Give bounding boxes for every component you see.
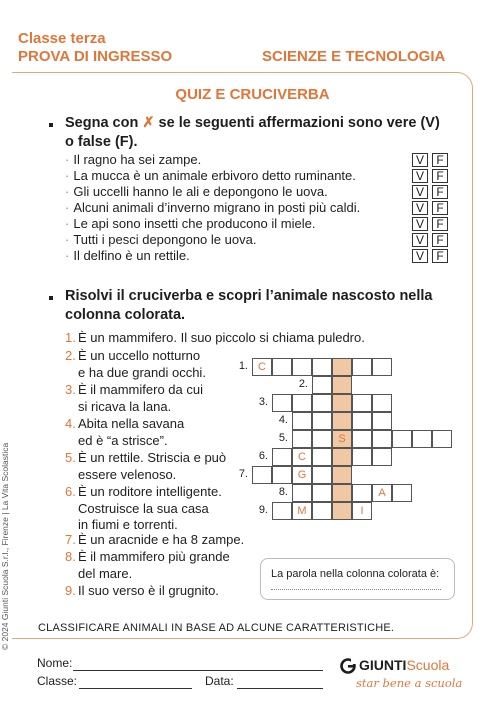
clue-line: in fiumi e torrenti. <box>78 517 178 532</box>
crossword-cell-highlighted[interactable]: S <box>332 430 352 448</box>
cross-mark-icon: ✗ <box>142 115 155 131</box>
crossword-cell[interactable] <box>272 466 292 484</box>
answer-label: La parola nella colonna colorata è: <box>271 568 440 580</box>
false-checkbox[interactable]: F <box>432 201 448 215</box>
bullet-q2 <box>49 296 53 300</box>
row-number: 7. <box>238 468 248 480</box>
false-checkbox[interactable]: F <box>432 217 448 231</box>
statement-text: La mucca è un animale erbivoro detto ruminante. <box>73 168 356 183</box>
clue-line: È un roditore intelligente. <box>78 484 222 499</box>
question1-title <box>65 114 440 133</box>
clue-number: 1. <box>65 330 76 345</box>
clue-item <box>65 450 230 483</box>
clue-number: 5. <box>65 450 76 465</box>
crossword-cell[interactable] <box>392 430 412 448</box>
crossword-cell[interactable] <box>312 502 332 520</box>
crossword-cell[interactable] <box>372 430 392 448</box>
true-checkbox[interactable]: V <box>412 169 428 183</box>
clue-line: si ricava la lana. <box>78 398 172 414</box>
clue-item <box>65 416 230 449</box>
row-number: 2. <box>298 378 308 390</box>
row-number: 3. <box>258 396 268 408</box>
statement-item <box>65 152 201 167</box>
clue-item <box>65 484 230 534</box>
statement-bullet: · <box>65 152 70 167</box>
statement-item <box>65 168 356 183</box>
name-label: Nome: <box>37 656 73 670</box>
crossword-cell[interactable] <box>292 394 312 412</box>
brand-suffix: Scuola <box>406 657 450 673</box>
clue-number: 2. <box>65 348 76 363</box>
crossword-cell[interactable] <box>372 448 392 466</box>
statement-bullet: · <box>65 168 70 183</box>
brand-prefix: GIUNTI <box>359 657 407 673</box>
giunti-scuola-logo <box>340 656 490 696</box>
crossword-cell-highlighted[interactable] <box>332 358 352 376</box>
crossword-cell[interactable] <box>372 394 392 412</box>
statement-item <box>65 232 256 247</box>
clue-item <box>65 583 230 600</box>
clue-line: ed è “a strisce”. <box>78 432 168 448</box>
row-number: 6. <box>258 450 268 462</box>
false-checkbox[interactable]: F <box>432 249 448 263</box>
clue-item <box>65 549 230 582</box>
clue-number: 4. <box>65 416 76 431</box>
true-checkbox[interactable]: V <box>412 233 428 247</box>
crossword-cell[interactable] <box>272 394 292 412</box>
true-checkbox[interactable]: V <box>412 185 428 199</box>
section-title: QUIZ E CRUCIVERBA <box>175 86 330 103</box>
crossword-cell[interactable] <box>292 358 312 376</box>
row-number: 1. <box>238 360 248 372</box>
crossword-cell[interactable] <box>292 484 312 502</box>
clue-line: È il mammifero più grande <box>78 549 230 564</box>
statement-item <box>65 216 315 231</box>
clue-line: Il suo verso è il grugnito. <box>78 583 219 598</box>
clue-line: È un rettile. Striscia e può <box>78 450 227 465</box>
row-number: 5. <box>278 432 288 444</box>
clue-line: Abita nella savana <box>78 416 185 431</box>
crossword-cell[interactable]: I <box>352 502 372 520</box>
crossword-cell[interactable] <box>392 484 412 502</box>
crossword-cell[interactable] <box>312 394 332 412</box>
statement-item <box>65 248 190 263</box>
crossword-cell[interactable] <box>272 502 292 520</box>
clue-line: essere velenoso. <box>78 466 177 482</box>
answer-box <box>260 558 455 600</box>
true-checkbox[interactable]: V <box>412 217 428 231</box>
statement-bullet: · <box>65 184 70 199</box>
crossword-cell[interactable] <box>272 358 292 376</box>
objective-text: CLASSIFICARE ANIMALI IN BASE AD ALCUNE CARATTERISTICHE. <box>38 622 395 634</box>
copyright-text: © 2024 Giunti Scuola S.r.l., Firenze | La Vita Scolastica <box>0 442 10 650</box>
clue-number: 9. <box>65 583 76 598</box>
crossword-cell[interactable] <box>312 466 332 484</box>
clue-item <box>65 382 230 415</box>
class-label: Classe terza <box>18 30 106 47</box>
crossword-cell[interactable] <box>372 358 392 376</box>
clue-line: È un mammifero. Il suo piccolo si chiama puledro. <box>78 330 365 345</box>
statement-text: Il delfino è un rettile. <box>73 248 190 263</box>
brand-tagline: star bene a scuola <box>356 676 463 690</box>
crossword-cell[interactable] <box>352 484 372 502</box>
class-field-label: Classe: <box>37 674 78 688</box>
crossword-cell-highlighted[interactable] <box>332 412 352 430</box>
clue-line: È un uccello notturno <box>78 348 201 363</box>
crossword-cell-highlighted[interactable] <box>332 466 352 484</box>
crossword-cell[interactable] <box>312 376 332 394</box>
crossword-cell[interactable] <box>412 430 432 448</box>
clue-line: È un aracnide e ha 8 zampe. <box>78 532 245 547</box>
crossword-cell-highlighted[interactable] <box>332 448 352 466</box>
crossword-cell[interactable] <box>292 430 312 448</box>
false-checkbox[interactable]: F <box>432 153 448 167</box>
crossword-cell[interactable]: A <box>372 484 392 502</box>
test-label: PROVA DI INGRESSO <box>18 48 173 65</box>
crossword-cell[interactable] <box>312 430 332 448</box>
crossword-cell[interactable] <box>272 448 292 466</box>
giunti-logo-icon <box>340 658 356 674</box>
date-field[interactable] <box>237 688 323 689</box>
crossword-cell[interactable] <box>352 394 372 412</box>
statement-item <box>65 200 360 215</box>
question2-line2: colonna colorata. <box>65 307 186 323</box>
crossword-cell[interactable] <box>312 412 332 430</box>
true-checkbox[interactable]: V <box>412 153 428 167</box>
row-number: 9. <box>258 504 268 516</box>
question2-line1: Risolvi il cruciverba e scopri l’animale nascosto nella <box>65 288 433 304</box>
crossword-cell[interactable] <box>352 448 372 466</box>
clue-item <box>65 532 365 549</box>
crossword-cell[interactable] <box>312 484 332 502</box>
crossword-cell[interactable]: G <box>292 466 312 484</box>
name-field[interactable] <box>73 670 323 671</box>
crossword-cell-highlighted[interactable] <box>332 484 352 502</box>
crossword-cell-highlighted[interactable] <box>332 394 352 412</box>
clue-line: È il mammifero da cui <box>78 382 203 397</box>
clue-number: 7. <box>65 532 76 547</box>
crossword-cell[interactable] <box>372 412 392 430</box>
clue-number: 8. <box>65 549 76 564</box>
statement-bullet: · <box>65 232 70 247</box>
true-checkbox[interactable]: V <box>412 201 428 215</box>
clue-item <box>65 348 230 381</box>
bullet-q1 <box>49 123 53 127</box>
statement-bullet: · <box>65 216 70 231</box>
clue-line: del mare. <box>78 565 133 581</box>
statement-bullet: · <box>65 200 70 215</box>
crossword-cell[interactable] <box>292 412 312 430</box>
crossword-cell[interactable] <box>352 412 372 430</box>
false-checkbox[interactable]: F <box>432 185 448 199</box>
question1-line2: o false (F). <box>65 134 138 150</box>
statement-text: Alcuni animali d’inverno migrano in posti più caldi. <box>73 200 361 215</box>
subject-label: SCIENZE E TECNOLOGIA <box>262 48 446 65</box>
date-label: Data: <box>205 674 234 688</box>
false-checkbox[interactable]: F <box>432 233 448 247</box>
statement-text: Le api sono insetti che producono il miele. <box>73 216 316 231</box>
crossword-cell[interactable] <box>312 358 332 376</box>
statement-text: Tutti i pesci depongono le uova. <box>73 232 257 247</box>
clue-line: e ha due grandi occhi. <box>78 364 206 380</box>
crossword-cell[interactable] <box>312 448 332 466</box>
statement-item <box>65 184 328 199</box>
false-checkbox[interactable]: F <box>432 169 448 183</box>
crossword-cell-highlighted[interactable] <box>332 376 352 394</box>
brand-name <box>359 657 449 673</box>
statement-text: Gli uccelli hanno le ali e depongono le uova. <box>73 184 328 199</box>
statement-bullet: · <box>65 248 70 263</box>
crossword-cell[interactable] <box>352 430 372 448</box>
statement-text: Il ragno ha sei zampe. <box>73 152 202 167</box>
true-checkbox[interactable]: V <box>412 249 428 263</box>
clue-line: Costruisce la sua casa <box>78 500 209 516</box>
answer-line[interactable] <box>271 589 441 590</box>
clue-number: 3. <box>65 382 76 397</box>
row-number: 4. <box>278 414 288 426</box>
crossword-cell[interactable] <box>352 358 372 376</box>
crossword-cell[interactable]: C <box>292 448 312 466</box>
crossword-cell[interactable] <box>432 430 452 448</box>
crossword-cell-highlighted[interactable] <box>332 502 352 520</box>
crossword-cell[interactable]: M <box>292 502 312 520</box>
question1-line1-before: Segna con <box>65 115 139 131</box>
class-field[interactable] <box>79 688 192 689</box>
clue-item <box>65 330 365 347</box>
crossword-cell[interactable]: C <box>252 358 272 376</box>
row-number: 8. <box>278 486 288 498</box>
question1-line1-after: se le seguenti affermazioni sono vere (V) <box>158 115 440 131</box>
clue-number: 6. <box>65 484 76 499</box>
crossword-cell[interactable] <box>252 466 272 484</box>
